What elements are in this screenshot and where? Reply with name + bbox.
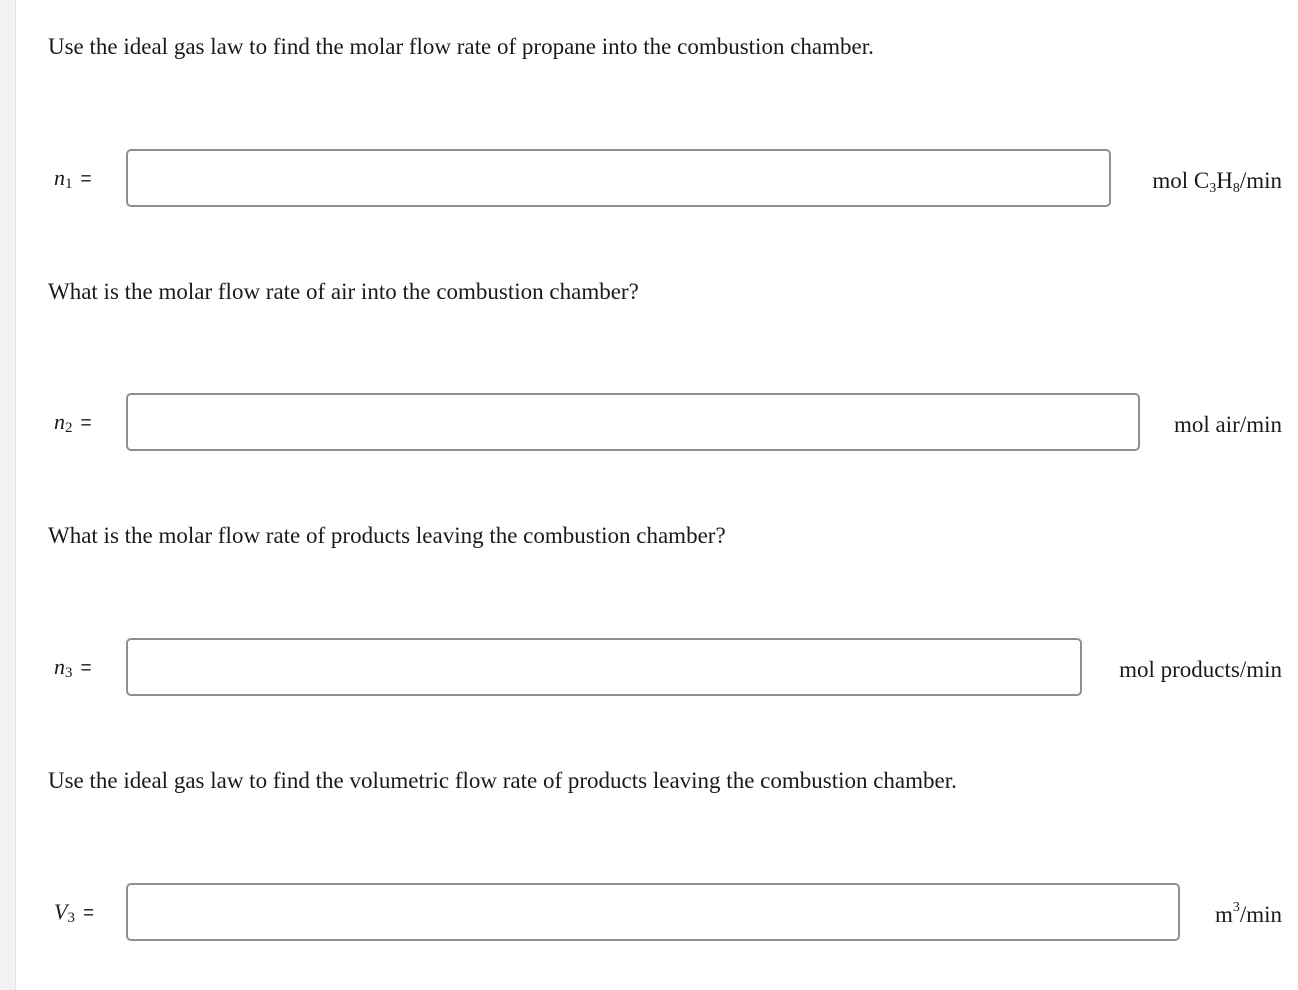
equals-sign: = bbox=[80, 169, 92, 190]
variable-subscript: 3 bbox=[67, 910, 75, 926]
unit-superscript: 3 bbox=[1232, 900, 1240, 915]
variable-label-n3 bbox=[54, 638, 92, 696]
answer-row-v3 bbox=[0, 883, 1298, 941]
unit-subscript-hydrogen: 8 bbox=[1232, 181, 1240, 196]
unit-prefix: m bbox=[1214, 902, 1233, 927]
variable-symbol: V bbox=[54, 899, 68, 924]
unit-label-n3: mol products/min bbox=[1119, 657, 1282, 682]
variable-symbol: n bbox=[54, 165, 65, 190]
answer-row-n2 bbox=[0, 393, 1298, 451]
variable-subscript: 3 bbox=[65, 665, 73, 681]
answer-row-n3 bbox=[0, 638, 1298, 696]
question-2-prompt: What is the molar flow rate of air into the combustion chamber? bbox=[48, 279, 639, 304]
unit-suffix: /min bbox=[1239, 902, 1282, 927]
variable-label-n2 bbox=[54, 393, 92, 451]
unit-suffix: /min bbox=[1239, 168, 1282, 193]
unit-hydrogen: H bbox=[1216, 168, 1233, 193]
answer-input-n3[interactable] bbox=[126, 638, 1082, 696]
equals-sign: = bbox=[80, 658, 92, 679]
variable-subscript: 1 bbox=[65, 176, 73, 192]
question-1-prompt: Use the ideal gas law to find the molar flow rate of propane into the combustion chamber. bbox=[48, 34, 874, 59]
answer-row-n1 bbox=[0, 149, 1298, 207]
question-4-prompt: Use the ideal gas law to find the volumetric flow rate of products leaving the combustion chamber. bbox=[48, 768, 957, 793]
variable-label-v3 bbox=[54, 883, 94, 941]
variable-symbol: n bbox=[54, 654, 65, 679]
question-3-prompt: What is the molar flow rate of products leaving the combustion chamber? bbox=[48, 523, 726, 548]
variable-symbol: n bbox=[54, 409, 65, 434]
variable-label-n1 bbox=[54, 149, 92, 207]
unit-label-v3 bbox=[1215, 883, 1282, 941]
equals-sign: = bbox=[80, 413, 92, 434]
unit-prefix: mol C bbox=[1152, 168, 1210, 193]
answer-input-v3[interactable] bbox=[126, 883, 1180, 941]
variable-subscript: 2 bbox=[65, 420, 73, 436]
answer-input-n2[interactable] bbox=[126, 393, 1140, 451]
equals-sign: = bbox=[82, 903, 95, 924]
unit-label-n1 bbox=[1152, 149, 1282, 207]
answer-input-n1[interactable] bbox=[126, 149, 1111, 207]
unit-subscript-carbon: 3 bbox=[1209, 181, 1217, 196]
unit-label-n2: mol air/min bbox=[1174, 412, 1282, 437]
